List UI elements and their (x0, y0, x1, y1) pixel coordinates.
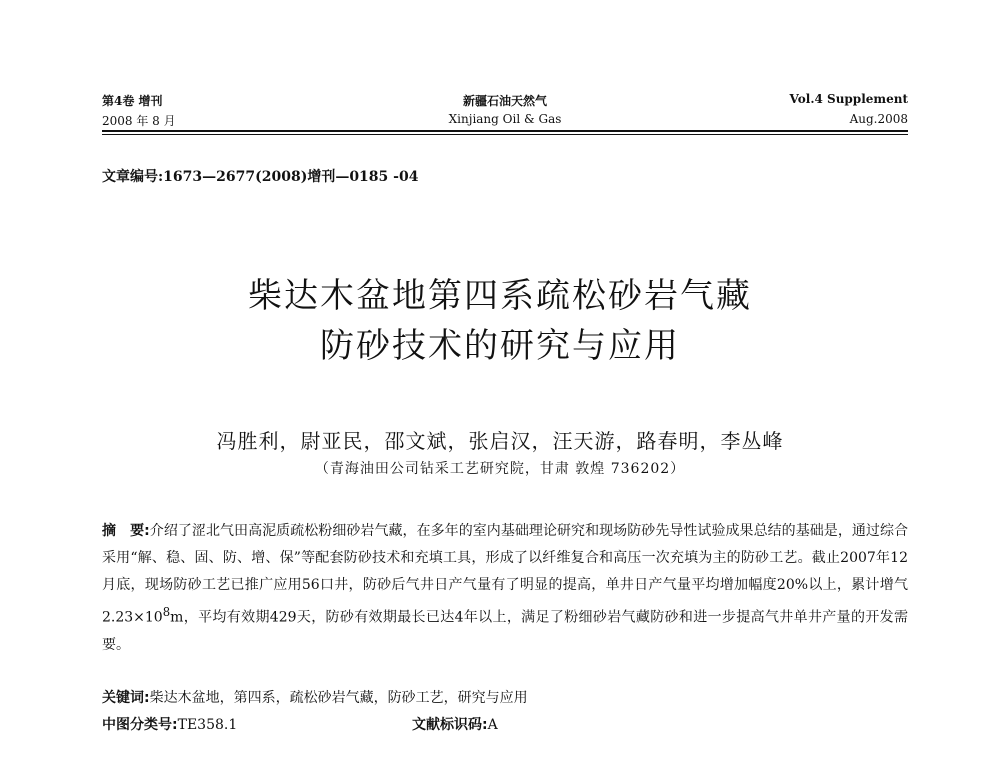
volume-en: Vol.4 Supplement (789, 92, 908, 106)
abstract-exponent: 8 (162, 605, 171, 619)
keywords-value: 柴达木盆地，第四系，疏松砂岩气藏，防砂工艺，研究与应用 (149, 690, 528, 706)
journal-name-en: Xinjiang Oil & Gas (448, 112, 562, 126)
classification-label: 中图分类号: (102, 717, 178, 733)
date-en: Aug.2008 (849, 112, 908, 126)
header-rule-thick (102, 130, 908, 132)
date-cn: 2008 年 8 月 (102, 114, 176, 128)
document-code-label: 文献标识码: (412, 717, 488, 733)
document-code-value: A (487, 717, 498, 733)
article-number-value: 1673—2677(2008)增刊—0185 -04 (163, 169, 419, 185)
abstract-text-continued: m，平均有效期429天，防砂有效期最长已达4年以上，满足了粉细砂岩气藏防砂和进一步提高气井单井产量的开发需要。 (102, 609, 908, 653)
abstract-text: 介绍了涩北气田高泥质疏松粉细砂岩气藏，在多年的室内基础理论研究和现场防砂先导性试验成果总结的基础是，通过综合采用“解、稳、固、防、增、保”等配套防砂技术和充填工具，形成了以纤维复合和高压一次充填为主的防砂工艺。截止2007年12月底，现场防砂工艺已推广应用56口井，防砂后气井日产气量有了明显的提高，单井日产气量平均增加幅度20%以上，累计增气2.23×10 (102, 523, 908, 626)
paper-title-line-2: 防砂技术的研究与应用 (320, 326, 680, 366)
article-number-label: 文章编号: (102, 169, 164, 185)
paper-title-line-1: 柴达木盆地第四系疏松砂岩气藏 (248, 276, 752, 316)
abstract-label: 摘 要: (102, 523, 150, 539)
volume-cn: 第4卷 增刊 (102, 94, 163, 108)
header-rule-thin (102, 134, 908, 135)
abstract (102, 518, 908, 659)
journal-name-cn: 新疆石油天然气 (462, 94, 548, 108)
classification-value: TE358.1 (177, 717, 238, 733)
article-number (102, 166, 418, 186)
keywords-label: 关键词: (102, 690, 150, 706)
classification-number (102, 714, 237, 734)
affiliation: （青海油田公司钻采工艺研究院，甘肃 敦煌 736202） (314, 461, 686, 477)
author-list: 冯胜利，尉亚民，邵文斌，张启汉，汪天游，路春明，李丛峰 (216, 429, 784, 453)
document-code (412, 714, 498, 734)
keywords (102, 687, 528, 707)
